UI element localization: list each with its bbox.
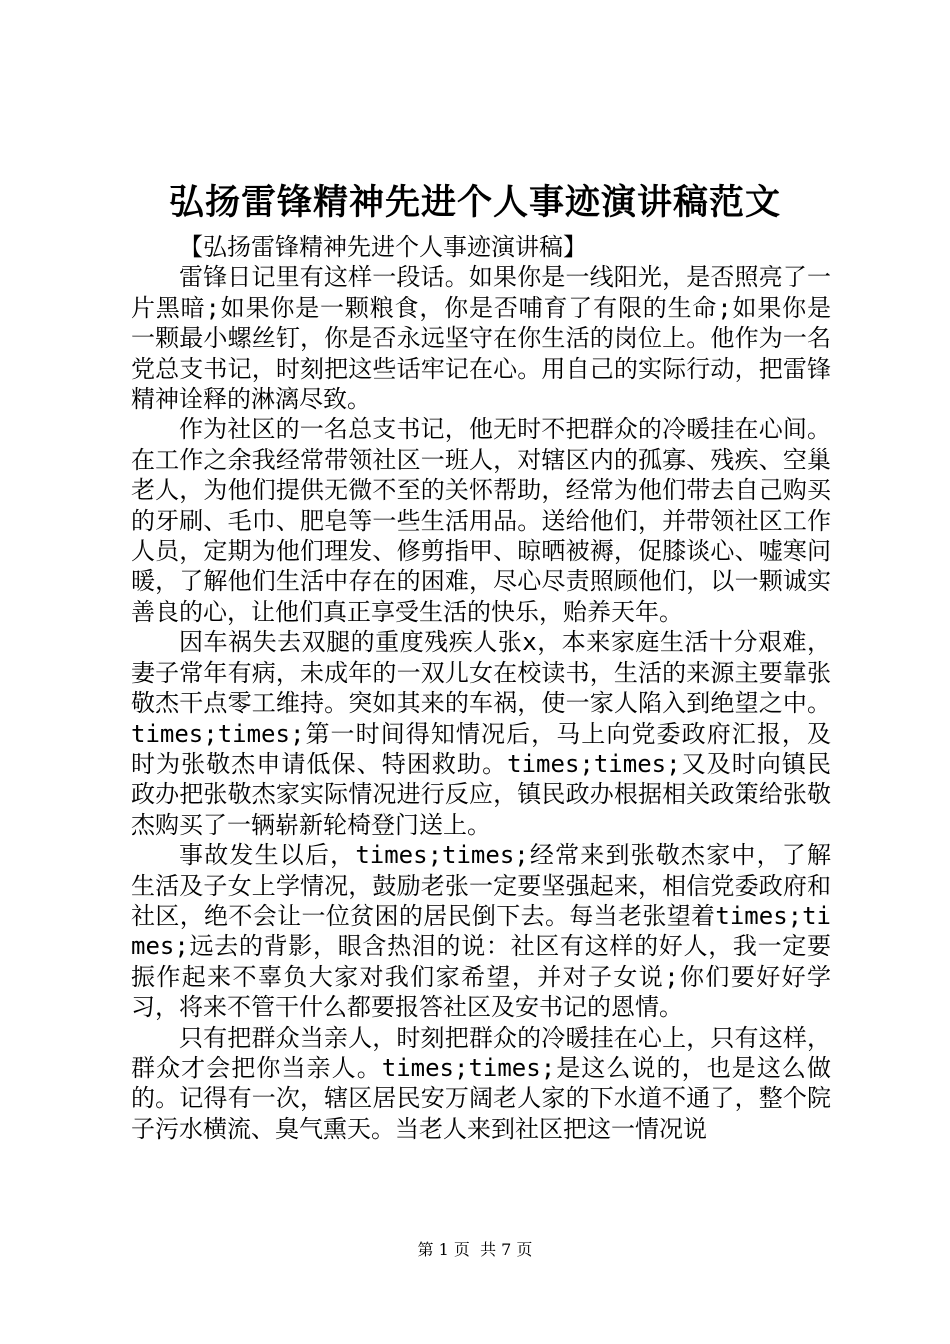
paragraph: 作为社区的一名总支书记，他无时不把群众的冷暖挂在心间。在工作之余我经常带领社区一班人，对辖区内的孤寡、残疾、空巢老人，为他们提供无微不至的关怀帮助，经常为他们带去自己购买的牙刷、毛巾、肥皂等一些生活用品。送给他们，并带领社区工作人员，定期为他们理发、修剪指甲、晾晒被褥，促膝谈心、嘘寒问暖，了解他们生活中存在的困难，尽心尽责照顾他们，以一颗诚实善良的心，让他们真正享受生活的快乐，贻养天年。 (131, 415, 831, 626)
paragraph: 只有把群众当亲人，时刻把群众的冷暖挂在心上，只有这样，群众才会把你当亲人。times;times;是这么说的，也是这么做的。记得有一次，辖区居民安万阔老人家的下水道不通了，整个院子污水横流、臭气熏天。当老人来到社区把这一情况说 (131, 1023, 831, 1143)
page-indicator: 第 1 页 共 7 页 (417, 1240, 533, 1259)
document-body (131, 232, 831, 1144)
document-title: 弘扬雷锋精神先进个人事迹演讲稿范文 (168, 182, 781, 223)
paragraph: 事故发生以后，times;times;经常来到张敬杰家中，了解生活及子女上学情况，鼓励老张一定要坚强起来，相信党委政府和社区，绝不会让一位贫困的居民倒下去。每当老张望着times;times;远去的背影，眼含热泪的说：社区有这样的好人，我一定要振作起来不辜负大家对我们家希望，并对子女说;你们要好好学习，将来不管干什么都要报答社区及安书记的恩情。 (131, 841, 831, 1022)
document-subtitle: 【弘扬雷锋精神先进个人事迹演讲稿】 (179, 233, 587, 261)
paragraph: 雷锋日记里有这样一段话。如果你是一线阳光，是否照亮了一片黑暗;如果你是一颗粮食，你是否哺育了有限的生命;如果你是一颗最小螺丝钉，你是否永远坚守在你生活的岗位上。他作为一名党总支书记，时刻把这些话牢记在心。用自己的实际行动，把雷锋精神诠释的淋漓尽致。 (131, 263, 831, 414)
paragraph: 因车祸失去双腿的重度残疾人张x，本来家庭生活十分艰难，妻子常年有病，未成年的一双儿女在校读书，生活的来源主要靠张敬杰干点零工维持。突如其来的车祸，使一家人陷入到绝望之中。times;times;第一时间得知情况后，马上向党委政府汇报，及时为张敬杰申请低保、特困救助。times;times;又及时向镇民政办把张敬杰家实际情况进行反应，镇民政办根据相关政策给张敬杰购买了一辆崭新轮椅登门送上。 (131, 628, 831, 839)
